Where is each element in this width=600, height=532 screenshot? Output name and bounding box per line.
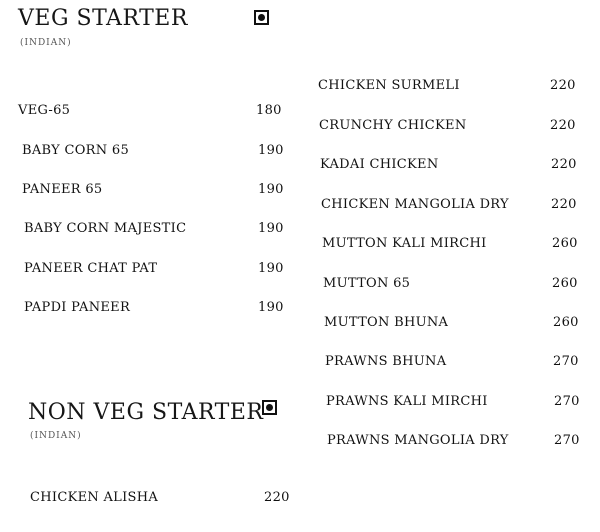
menu-item-price: 220	[550, 118, 576, 133]
menu-item-name: BABY CORN MAJESTIC	[24, 221, 187, 236]
menu-item-price: 190	[258, 143, 284, 158]
nonveg-section-title: NON VEG STARTER	[28, 400, 264, 425]
veg-section-title: VEG STARTER	[18, 6, 188, 31]
menu-item-name: MUTTON BHUNA	[324, 315, 449, 330]
menu-item-name: PANEER 65	[22, 182, 103, 197]
menu-item-price: 270	[554, 394, 580, 409]
menu-item-name: MUTTON KALI MIRCHI	[322, 236, 487, 251]
menu-item-price: 220	[551, 197, 577, 212]
menu-item-price: 190	[258, 261, 284, 276]
menu-item-price: 190	[258, 182, 284, 197]
menu-item-name: CHICKEN ALISHA	[30, 490, 159, 505]
menu-item-name: CHICKEN MANGOLIA DRY	[321, 197, 509, 212]
menu-item-name: PRAWNS MANGOLIA DRY	[327, 433, 509, 448]
menu-item-name: PRAWNS BHUNA	[325, 354, 447, 369]
menu-item-name: CHICKEN SURMELI	[318, 78, 460, 93]
menu-item-price: 260	[553, 315, 579, 330]
menu-item-price: 190	[258, 300, 284, 315]
menu-item-name: BABY CORN 65	[22, 143, 130, 158]
nonveg-indicator-icon	[262, 400, 277, 415]
menu-item-name: VEG-65	[18, 103, 71, 118]
menu-item-price: 270	[553, 354, 579, 369]
menu-item-name: PRAWNS KALI MIRCHI	[326, 394, 488, 409]
veg-indicator-icon	[254, 10, 269, 25]
menu-item-price: 180	[256, 103, 282, 118]
menu-item-price: 260	[552, 276, 578, 291]
menu-item-price: 260	[552, 236, 578, 251]
menu-item-price: 220	[550, 78, 576, 93]
menu-item-name: PAPDI PANEER	[24, 300, 131, 315]
nonveg-section-subtitle: (INDIAN)	[30, 431, 82, 441]
menu-item-name: PANEER CHAT PAT	[24, 261, 158, 276]
menu-item-name: KADAI CHICKEN	[320, 157, 439, 172]
menu-item-price: 190	[258, 221, 284, 236]
menu-item-price: 270	[554, 433, 580, 448]
menu-item-name: MUTTON 65	[323, 276, 411, 291]
veg-section-subtitle: (INDIAN)	[20, 38, 72, 48]
menu-item-name: CRUNCHY CHICKEN	[319, 118, 467, 133]
menu-item-price: 220	[264, 490, 290, 505]
menu-item-price: 220	[551, 157, 577, 172]
